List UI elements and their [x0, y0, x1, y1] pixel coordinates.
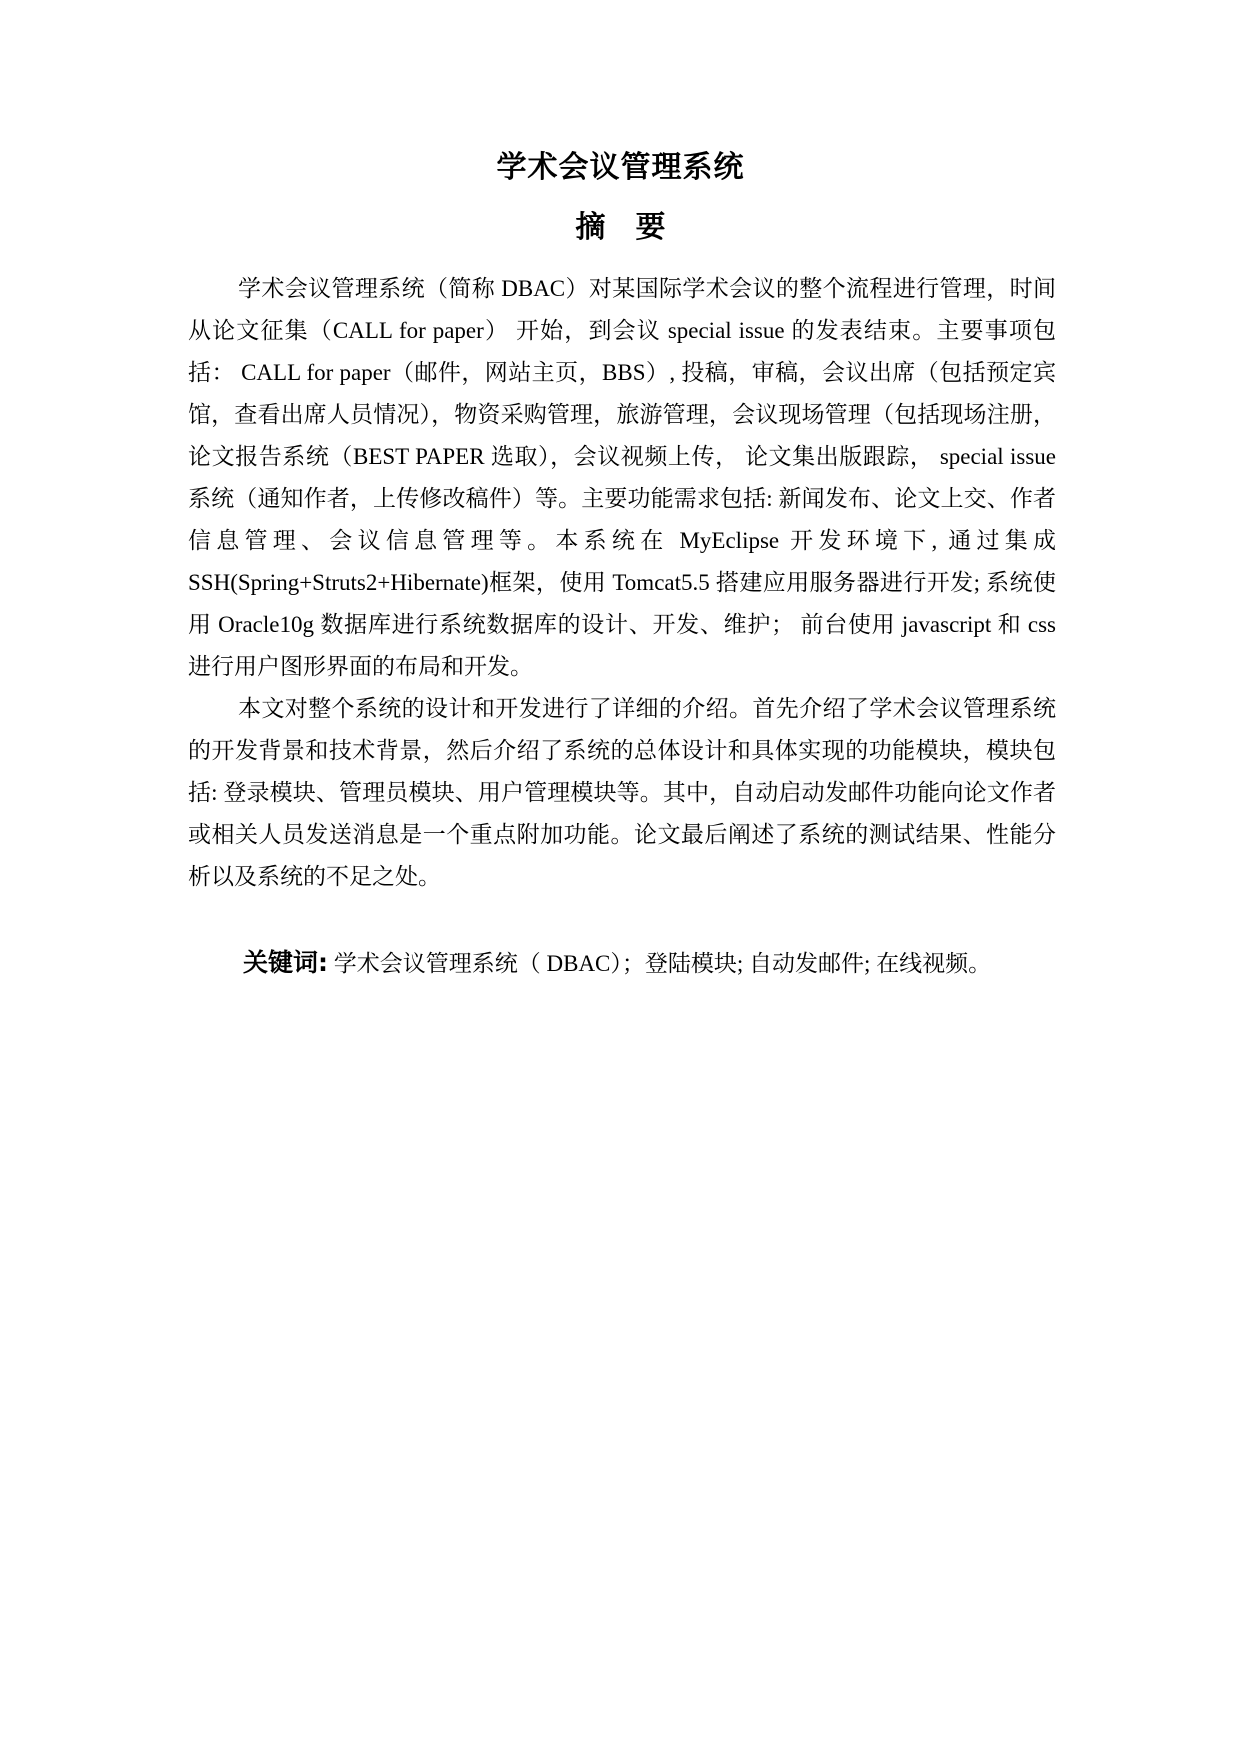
abstract-paragraph-2: 本文对整个系统的设计和开发进行了详细的介绍。首先介绍了学术会议管理系统的开发背景和技术背景，然后介绍了系统的总体设计和具体实现的功能模块，模块包括: 登录模块、管理员模块、用户管理模块等。其中，自动启动发邮件功能向论文作者或相关人员发送消息是一个重点附加功能。论文最后阐述了系统的测试结果、性能分析以及系统的不足之处。 — [188, 696, 1056, 889]
keywords-text: 学术会议管理系统（ DBAC）；登陆模块; 自动发邮件; 在线视频。 — [333, 951, 992, 976]
keywords-line — [243, 942, 1093, 985]
abstract-body — [188, 268, 1056, 898]
abstract-paragraph-1: 学术会议管理系统（简称 DBAC）对某国际学术会议的整个流程进行管理，时间从论文征集（CALL for paper） 开始，到会议 special issue 的发表结束。主要事项包括： CALL for paper（邮件，网站主页，BBS）, 投稿，审稿，会议出席（包括预定宾馆，查看出席人员情况），物资采购管理，旅游管理，会议现场管理（包括现场注册，论文报告系统（BEST PAPER 选取），会议视频上传， 论文集出版跟踪， special issue 系统（通知作者，上传修改稿件）等。主要功能需求包括: 新闻发布、论文上交、作者信息管理、会议信息管理等。本系统在 MyEclipse 开发环境下, 通过集成 SSH(Spring+Struts2+Hibernate)框架，使用 Tomcat5.5 搭建应用服务器进行开发; 系统使用 Oracle10g 数据库进行系统数据库的设计、开发、维护； 前台使用 javascript 和 css 进行用户图形界面的布局和开发。 — [188, 276, 1056, 679]
document-title: 学术会议管理系统 — [496, 150, 745, 185]
keywords-label: 关键词: — [243, 948, 328, 977]
abstract-heading: 摘 要 — [575, 210, 666, 245]
